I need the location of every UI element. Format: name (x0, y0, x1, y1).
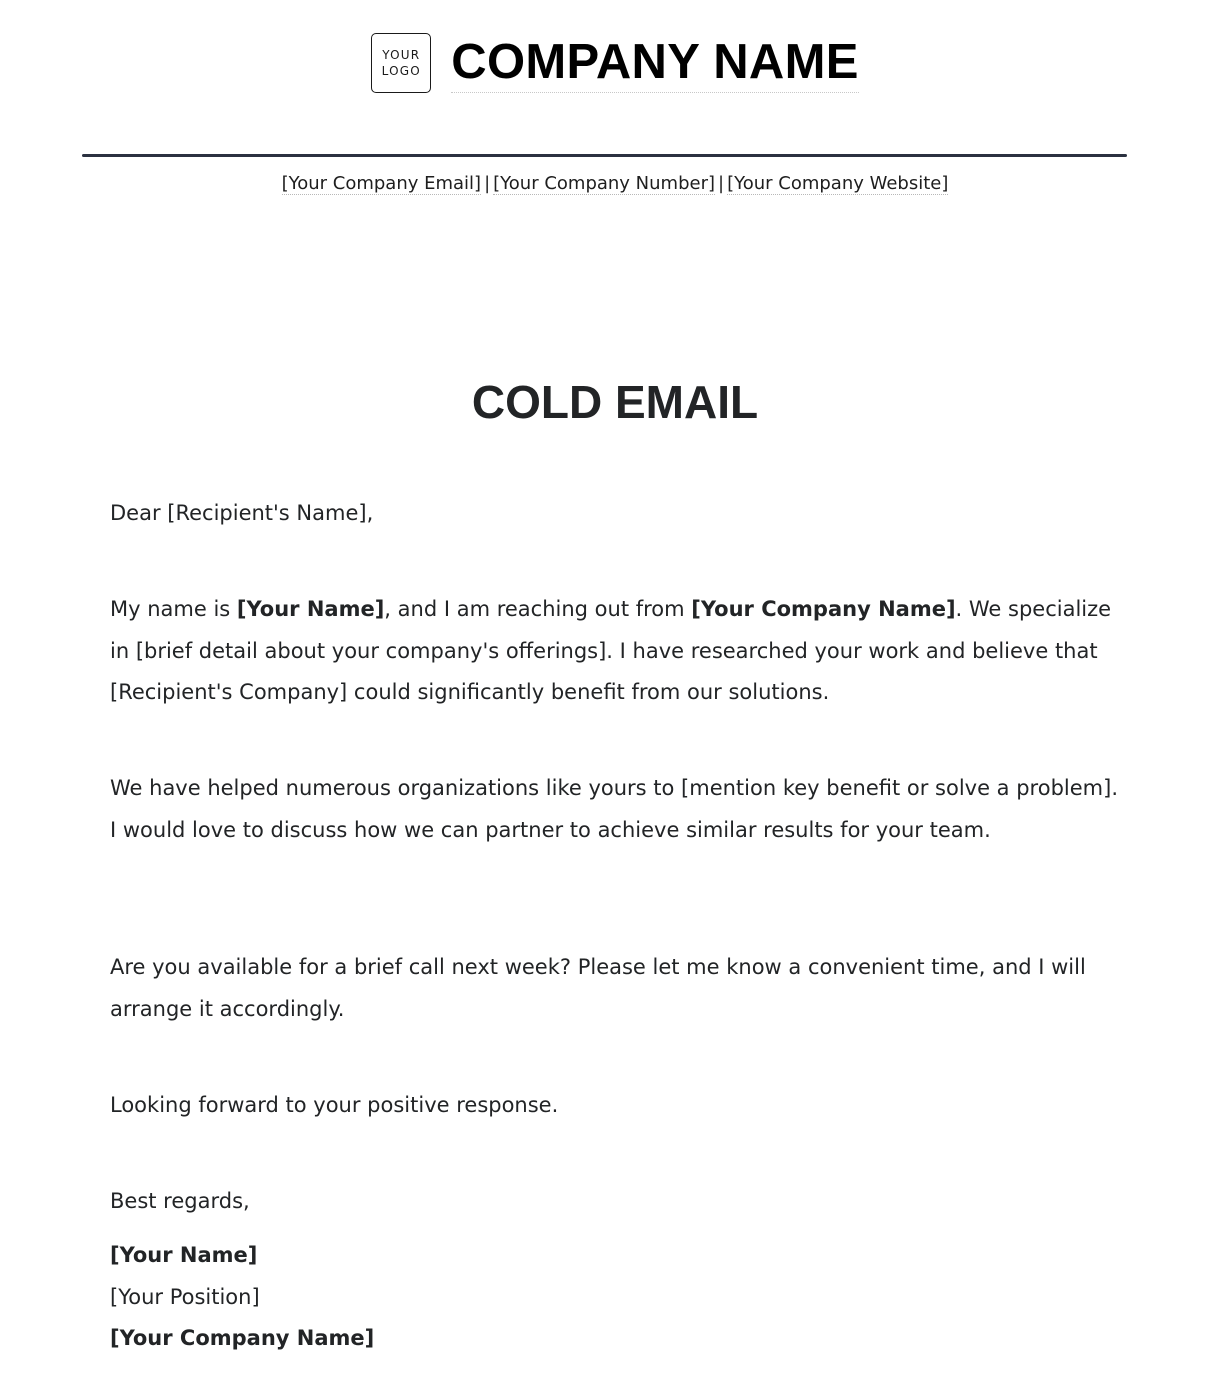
company-number: [Your Company Number] (493, 173, 716, 194)
logo-placeholder (371, 33, 431, 93)
logo-text-line2: LOGO (381, 64, 421, 78)
greeting: Dear [Recipient's Name], (110, 501, 374, 525)
company-website: [Your Company Website] (727, 173, 949, 194)
signature-position: [Your Position] (110, 1284, 260, 1309)
call-request-paragraph: Are you available for a brief call next week? Please let me know a convenient time, and I will arrange it accordingly. (110, 955, 1086, 1021)
contact-separator: | (718, 173, 725, 194)
company-name-heading: COMPANY NAME (451, 34, 858, 93)
closing-line: Looking forward to your positive response. (110, 1093, 559, 1117)
company-email: [Your Company Email] (281, 173, 482, 194)
signature-name: [Your Name] (110, 1243, 258, 1267)
header-divider (82, 154, 1127, 157)
intro-company-name: [Your Company Name] (691, 597, 956, 621)
intro-text-2: , and I am reaching out from (384, 597, 692, 621)
signature-company: [Your Company Name] (110, 1326, 375, 1350)
letterhead (0, 31, 1230, 95)
document-title: COLD EMAIL (471, 376, 759, 428)
logo-text-line1: YOUR (382, 48, 421, 62)
benefits-paragraph: We have helped numerous organizations like yours to [mention key benefit or solve a problem]. I would love to discuss how we can partner to achieve similar results for your team. (110, 776, 1118, 842)
intro-your-name: [Your Name] (236, 597, 385, 621)
intro-text-3: . We specialize in [brief detail about your company's offerings]. I have researched your work and believe that [Recipient's Company] could significantly benefit from our solutions. (110, 597, 1112, 704)
contact-separator: | (484, 173, 491, 194)
sign-off: Best regards, (110, 1189, 250, 1213)
contact-info-line (0, 171, 1230, 197)
intro-text-1: My name is (110, 597, 237, 621)
signature-block (110, 1235, 810, 1360)
intro-paragraph (110, 589, 1120, 714)
